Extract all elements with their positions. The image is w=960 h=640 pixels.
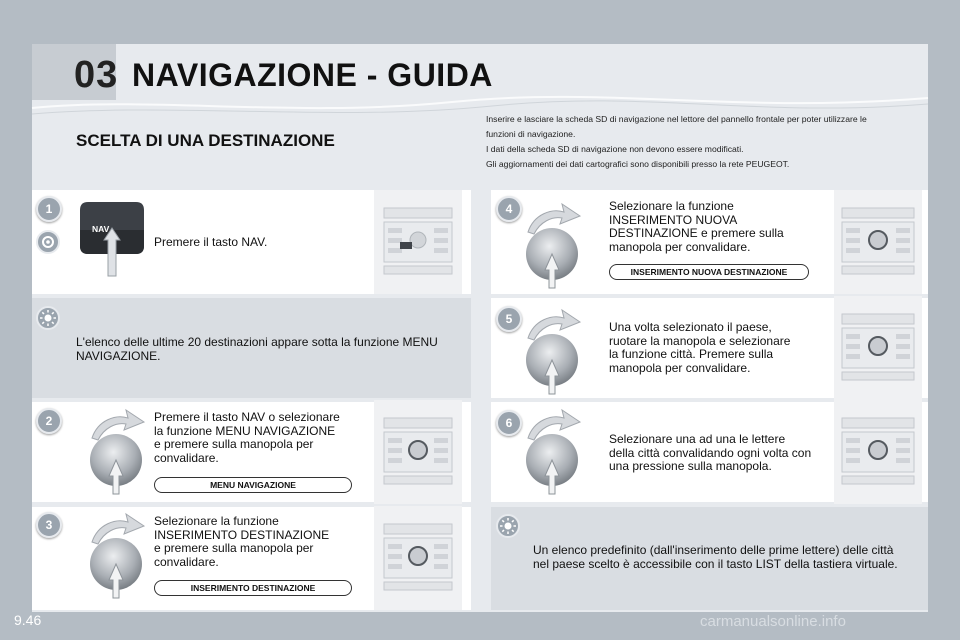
menu-label-pill: MENU NAVIGAZIONE bbox=[154, 477, 352, 493]
radio-panel-drawing bbox=[834, 190, 922, 294]
text-line: della città convalidando ogni volta con bbox=[609, 445, 812, 460]
radio-panel-image bbox=[374, 400, 462, 504]
text-line: convalidare. bbox=[154, 450, 219, 465]
step-number: 4 bbox=[496, 196, 522, 222]
text-line: nel paese scelto è accessibile con il tasto LIST della tastiera virtuale. bbox=[533, 556, 898, 571]
text-line: L'elenco delle ultime 20 destinazioni appare sotta la funzione MENU bbox=[76, 335, 438, 349]
text-line: manopola per convalidare. bbox=[609, 360, 751, 375]
intro-line: Inserire e lasciare la scheda SD di navigazione nel lettore del pannello frontale per poter utilizzare le bbox=[486, 114, 867, 124]
step-2-text bbox=[154, 411, 340, 465]
text-line: una pressione sulla manopola. bbox=[609, 459, 772, 473]
radio-panel-image bbox=[834, 190, 922, 294]
text-line: DESTINAZIONE e premere sulla bbox=[609, 226, 784, 240]
step-6-text bbox=[609, 433, 811, 474]
nav-button-label: NAV bbox=[92, 224, 110, 234]
lightbulb-icon bbox=[496, 514, 520, 538]
hand-press-icon bbox=[36, 230, 60, 254]
radio-panel-drawing bbox=[374, 190, 462, 294]
chapter-number: 03 bbox=[74, 54, 119, 96]
watermark: carmanualsonline.info bbox=[700, 613, 846, 630]
text-line: Selezionare la funzione bbox=[154, 514, 279, 528]
radio-panel-drawing bbox=[374, 506, 462, 610]
rotate-arrow-icon bbox=[518, 198, 588, 288]
text-line: Selezionare la funzione bbox=[609, 199, 734, 213]
step-1-text bbox=[154, 236, 267, 250]
text-line: Una volta selezionato il paese, bbox=[609, 320, 772, 334]
step-number: 2 bbox=[36, 408, 62, 434]
step-5-text bbox=[609, 321, 790, 375]
text-line: e premere sulla manopola per bbox=[154, 437, 314, 451]
nav-button-icon bbox=[78, 200, 148, 280]
step-4-text bbox=[609, 200, 784, 254]
intro-line: Gli aggiornamenti dei dati cartografici sono disponibili presso la rete PEUGEOT. bbox=[486, 159, 790, 169]
lightbulb-icon bbox=[36, 306, 60, 330]
tip-2-text bbox=[533, 544, 898, 571]
text-line: e premere sulla manopola per bbox=[154, 541, 314, 555]
rotate-arrow-icon bbox=[82, 508, 152, 598]
rotate-arrow-icon bbox=[518, 304, 588, 394]
intro-text bbox=[486, 112, 926, 172]
menu-label-pill: INSERIMENTO DESTINAZIONE bbox=[154, 580, 352, 596]
radio-panel-image bbox=[834, 400, 922, 504]
radio-panel-drawing bbox=[374, 400, 462, 504]
step-number: 3 bbox=[36, 512, 62, 538]
page-title: NAVIGAZIONE - GUIDA bbox=[132, 57, 493, 93]
page-number: 9.46 bbox=[14, 612, 42, 628]
tip-1-text bbox=[76, 336, 438, 363]
text-line: NAVIGAZIONE. bbox=[76, 348, 161, 363]
text-line: INSERIMENTO NUOVA bbox=[609, 212, 738, 227]
intro-line: funzioni di navigazione. bbox=[486, 129, 576, 139]
text-line: convalidare. bbox=[154, 554, 219, 569]
step-3-text bbox=[154, 515, 329, 569]
text-line: Selezionare una ad una le lettere bbox=[609, 432, 786, 446]
radio-panel-image bbox=[834, 296, 922, 400]
radio-panel-drawing bbox=[834, 296, 922, 400]
text-line: Un elenco predefinito (dall'inserimento delle prime lettere) delle città bbox=[533, 543, 894, 557]
step-number: 1 bbox=[36, 196, 62, 222]
text-line: la funzione città. Premere sulla bbox=[609, 347, 774, 361]
rotate-arrow-icon bbox=[82, 404, 152, 494]
text-line: la funzione MENU NAVIGAZIONE bbox=[154, 423, 336, 438]
text-line: INSERIMENTO DESTINAZIONE bbox=[154, 527, 330, 542]
intro-line: I dati della scheda SD di navigazione non devono essere modificati. bbox=[486, 144, 744, 154]
text-line: Premere il tasto NAV o selezionare bbox=[154, 410, 340, 424]
radio-panel-image bbox=[374, 190, 462, 294]
menu-label-pill: INSERIMENTO NUOVA DESTINAZIONE bbox=[609, 264, 809, 280]
text-line: Premere il tasto NAV. bbox=[154, 235, 268, 249]
text-line: ruotare la manopola e selezionare bbox=[609, 333, 791, 348]
radio-panel-image bbox=[374, 506, 462, 610]
radio-panel-drawing bbox=[834, 400, 922, 504]
rotate-arrow-icon bbox=[518, 404, 588, 494]
step-number: 5 bbox=[496, 306, 522, 332]
step-number: 6 bbox=[496, 410, 522, 436]
text-line: manopola per convalidare. bbox=[609, 239, 751, 254]
section-subtitle: SCELTA DI UNA DESTINAZIONE bbox=[76, 131, 335, 150]
